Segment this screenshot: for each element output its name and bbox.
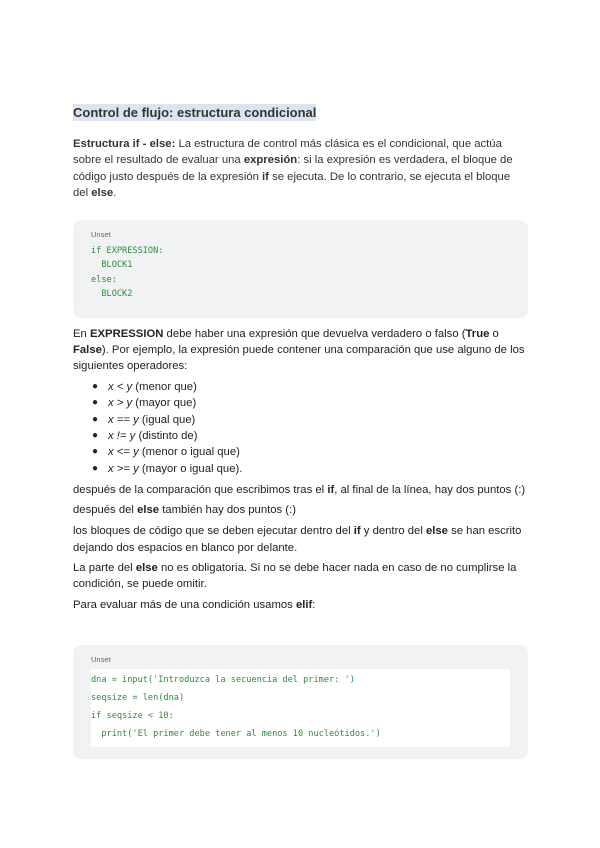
operator-desc: (distinto de) xyxy=(135,430,198,443)
list-item xyxy=(73,428,528,444)
code-language-label: Unset xyxy=(91,655,111,665)
bullet-icon: ● xyxy=(92,462,99,474)
operator-desc: (menor que) xyxy=(132,380,197,393)
intro-bold-3: else xyxy=(91,187,114,200)
operator: x >= y xyxy=(108,462,139,475)
code-line: if seqsize < 10: xyxy=(91,711,174,722)
p4-text-2: no es obligatoria. Si no se debe hacer nada en caso de no cumplirse la condición, se puede omitir. xyxy=(73,561,517,591)
paragraph-colon-if xyxy=(73,482,528,498)
expr-bold-1: EXPRESSION xyxy=(89,327,164,340)
intro-lead: Estructura if - else: xyxy=(73,138,176,150)
code-body xyxy=(91,669,510,747)
intro-bold-2: if xyxy=(262,170,269,183)
p4-bold-1: else xyxy=(135,561,158,574)
p2-bold-1: else xyxy=(137,503,160,516)
intro-bold-1: expresión xyxy=(243,154,298,167)
bullet-icon: ● xyxy=(92,380,99,392)
paragraph-elif xyxy=(73,597,528,613)
expr-text-2: debe haber una expresión que devuelva verdadero o falso ( xyxy=(163,327,466,340)
p1-bold-1: if xyxy=(327,484,335,497)
code-line: print('El primer debe tener al menos 10 nucleótidos.') xyxy=(91,729,381,740)
intro-text-1: La estructura de control más clásica es el condicional, que actúa sobre el resultado de evaluar una xyxy=(73,138,502,167)
p3-text-2: y dentro del xyxy=(360,525,426,538)
document-page xyxy=(73,104,528,759)
p1-text-1: después de la comparación que escribimos tras el xyxy=(73,484,328,497)
expr-text-1: En xyxy=(73,327,90,340)
paragraph-colon-else xyxy=(73,502,528,518)
operator: x != y xyxy=(108,430,136,443)
expression-paragraph xyxy=(73,326,528,375)
list-item xyxy=(73,395,528,411)
bullet-icon: ● xyxy=(92,413,99,425)
code-block-elif-example xyxy=(73,645,528,759)
operator-desc: (menor o igual que) xyxy=(138,446,240,459)
p3-text-1: los bloques de código que se deben ejecutar dentro del xyxy=(73,525,354,538)
code-line: BLOCK2 xyxy=(91,289,133,300)
bullet-icon: ● xyxy=(92,397,99,409)
list-item xyxy=(73,444,528,460)
code-line: BLOCK1 xyxy=(91,260,133,271)
p5-text-2: : xyxy=(312,598,316,611)
p2-text-2: también hay dos puntos (:) xyxy=(159,503,296,516)
operator: x > y xyxy=(108,397,133,410)
p5-bold-1: elif xyxy=(295,598,313,611)
intro-paragraph xyxy=(73,136,528,202)
operator: x < y xyxy=(108,380,133,393)
section-title: Control de flujo: estructura condicional xyxy=(73,105,317,120)
expr-text-3: o xyxy=(489,327,499,340)
bullet-icon: ● xyxy=(92,430,99,442)
expr-bold-2: True xyxy=(465,327,490,340)
list-item xyxy=(73,461,528,477)
code-line: if EXPRESSION: xyxy=(91,245,164,256)
paragraph-indentation xyxy=(73,523,528,556)
intro-text-4: . xyxy=(113,187,117,200)
list-item xyxy=(73,412,528,428)
p1-text-2: , al final de la línea, hay dos puntos (:) xyxy=(334,484,526,497)
bullet-icon: ● xyxy=(92,446,99,458)
p3-bold-2: else xyxy=(425,525,448,538)
p2-text-1: después del xyxy=(73,503,138,516)
p4-text-1: La parte del xyxy=(73,561,136,574)
expr-text-4: ). Por ejemplo, la expresión puede contener una comparación que use alguno de los siguientes operadores: xyxy=(73,344,525,373)
code-block-if-else xyxy=(73,220,528,318)
operator: x == y xyxy=(108,413,139,426)
operator-desc: (mayor que) xyxy=(132,397,197,410)
code-language-label: Unset xyxy=(91,229,111,239)
intro-text-3: se ejecuta. De lo contrario, se ejecuta el bloque del xyxy=(73,170,511,200)
operator-list xyxy=(73,379,528,477)
code-line: seqsize = len(dna) xyxy=(91,693,185,704)
list-item xyxy=(73,379,528,395)
paragraph-else-optional xyxy=(73,560,528,593)
operator: x <= y xyxy=(108,446,139,459)
intro-text-2: : si la expresión es verdadera, el bloque de código justo después de la expresión xyxy=(73,154,513,183)
p3-bold-1: if xyxy=(353,525,361,538)
operator-desc: (igual que) xyxy=(138,413,196,426)
p3-text-3: se han escrito dejando dos espacios en blanco por delante. xyxy=(73,525,522,554)
code-line: dna = input('Introduzca la secuencia del primer: ') xyxy=(91,675,355,686)
expr-bold-3: False xyxy=(73,344,102,357)
operator-desc: (mayor o igual que). xyxy=(138,462,243,475)
code-line: else: xyxy=(91,274,117,285)
p5-text-1: Para evaluar más de una condición usamos xyxy=(73,598,296,611)
